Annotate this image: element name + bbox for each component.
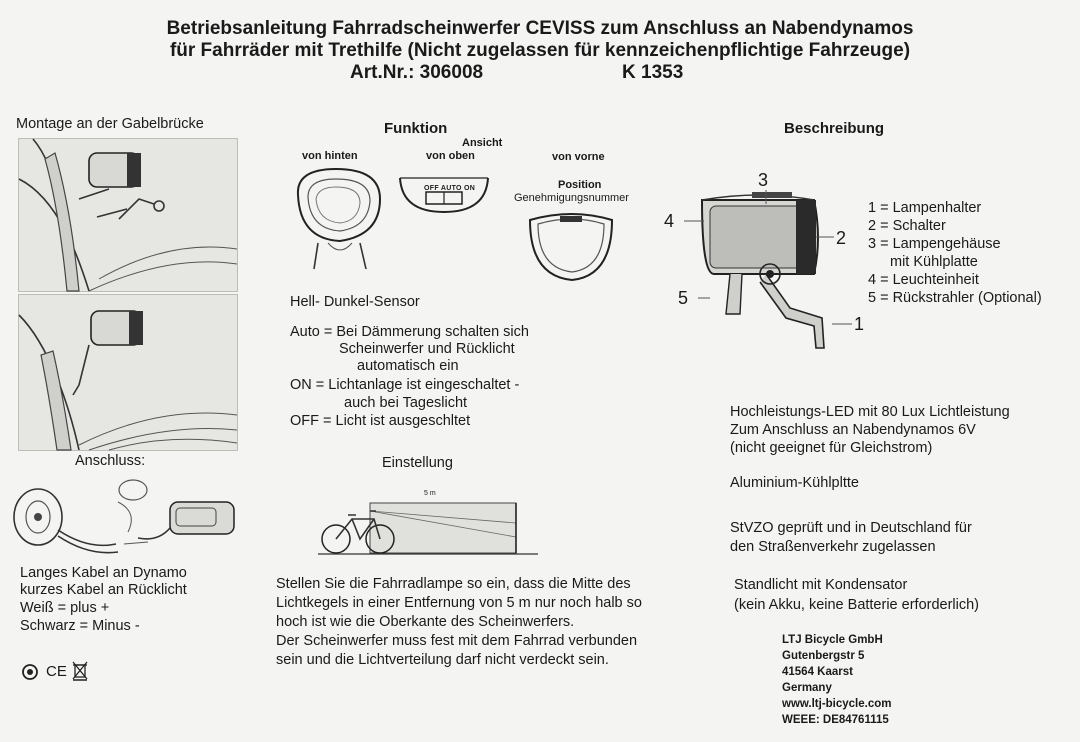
callout-4: 4 — [664, 211, 675, 231]
switch-positions-label: OFF AUTO ON — [424, 185, 476, 192]
legend-item-2: 2 = Schalter — [868, 218, 946, 234]
title-line-1: Betriebsanleitung Fahrradscheinwerfer CEVISS zum Anschluss an Nabendynamos — [166, 18, 914, 39]
anschluss-line-1: Langes Kabel an Dynamo — [20, 565, 187, 581]
einstellung-line-3: hoch ist wie die Oberkante des Scheinwerfers. — [276, 614, 575, 630]
einstellung-line-2: Lichtkegels in einer Entfernung von 5 m nur noch halb so — [276, 595, 642, 611]
callout-2: 2 — [836, 228, 847, 248]
approval-number-label: Genehmigungsnummer — [514, 192, 629, 204]
mounting-illustration-1 — [18, 138, 238, 292]
wiring-diagram — [8, 472, 238, 562]
beschreibung-heading: Beschreibung — [784, 120, 885, 137]
company-country: Germany — [782, 682, 832, 694]
callout-5: 5 — [678, 288, 689, 308]
off-line: OFF = Licht ist ausgeschltet — [290, 413, 471, 429]
view-top-label: von oben — [426, 150, 475, 162]
view-front-label: von vorne — [552, 151, 605, 163]
anschluss-heading: Anschluss: — [75, 453, 146, 469]
recycling-icon — [20, 662, 40, 682]
position-label: Position — [558, 179, 602, 191]
einstellung-heading: Einstellung — [382, 455, 453, 471]
anschluss-line-2: kurzes Kabel an Rücklicht — [20, 582, 187, 598]
company-website: www.ltj-bicycle.com — [782, 698, 892, 710]
legend-item-3b: mit Kühlplatte — [890, 254, 978, 270]
stvzo-line-1: StVZO geprüft und in Deutschland für — [730, 520, 972, 536]
title-line-2: für Fahrräder mit Trethilfe (Nicht zugelassen für kennzeichenpflichtige Fahrzeuge) — [169, 40, 911, 61]
distance-label: 5 m — [424, 490, 436, 497]
material-line: Aluminium-Kühlpltte — [730, 475, 859, 491]
legend-item-4: 4 = Leuchteinheit — [868, 272, 979, 288]
company-name: LTJ Bicycle GmbH — [782, 634, 883, 646]
spec-line-2: Zum Anschluss an Nabendynamos 6V — [730, 422, 976, 438]
front-view-illustration — [526, 206, 616, 286]
article-number: Art.Nr.: 306008 — [350, 62, 484, 83]
k-number: K 1353 — [622, 62, 684, 83]
anschluss-line-4: Schwarz = Minus - — [20, 618, 140, 634]
einstellung-line-5: sein und die Lichtverteilung darf nicht verdeckt sein. — [276, 652, 609, 668]
anschluss-line-3: Weiß = plus + — [20, 600, 110, 616]
on-line-1: ON = Lichtanlage ist eingeschaltet - — [290, 377, 520, 393]
einstellung-line-1: Stellen Sie die Fahrradlampe so ein, dass die Mitte des — [276, 576, 631, 592]
rear-view-illustration — [288, 165, 388, 275]
stvzo-line-2: den Straßenverkehr zugelassen — [730, 539, 936, 555]
callout-1: 1 — [854, 314, 865, 334]
standlicht-line-1: Standlicht mit Kondensator — [734, 577, 908, 593]
legend-item-5: 5 = Rückstrahler (Optional) — [868, 290, 1042, 306]
einstellung-line-4: Der Scheinwerfer muss fest mit dem Fahrrad verbunden — [276, 633, 638, 649]
view-rear-label: von hinten — [302, 150, 358, 162]
legend-item-3: 3 = Lampengehäuse — [868, 236, 1001, 252]
standlicht-line-2: (kein Akku, keine Batterie erforderlich) — [734, 597, 979, 613]
beam-adjustment-illustration — [318, 497, 538, 559]
auto-line-2: Scheinwerfer und Rücklicht — [339, 341, 515, 357]
company-street: Gutenbergstr 5 — [782, 650, 865, 662]
on-line-2: auch bei Tageslicht — [344, 395, 468, 411]
callout-3: 3 — [758, 170, 769, 190]
company-city: 41564 Kaarst — [782, 666, 853, 678]
spec-line-1: Hochleistungs-LED mit 80 Lux Lichtleistung — [730, 404, 1010, 420]
mounting-illustration-2 — [18, 294, 238, 451]
montage-heading: Montage an der Gabelbrücke — [16, 116, 204, 132]
auto-line-1: Auto = Bei Dämmerung schalten sich — [290, 324, 529, 340]
funktion-heading: Funktion — [384, 120, 448, 137]
weee-bin-icon — [72, 661, 88, 681]
ansicht-label: Ansicht — [462, 137, 503, 149]
sensor-label: Hell- Dunkel-Sensor — [290, 294, 420, 310]
auto-line-3: automatisch ein — [357, 358, 459, 374]
legend-item-1: 1 = Lampenhalter — [868, 200, 982, 216]
spec-line-3: (nicht geeignet für Gleichstrom) — [730, 440, 933, 456]
company-weee: WEEE: DE84761115 — [782, 714, 889, 726]
ce-mark: CE — [46, 663, 67, 680]
company-block — [782, 632, 892, 728]
